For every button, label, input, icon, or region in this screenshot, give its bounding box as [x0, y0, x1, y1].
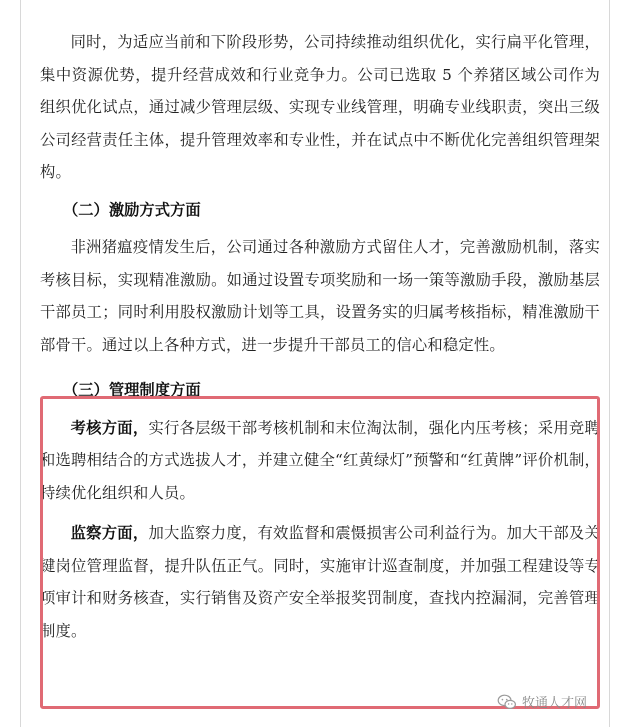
incentive-paragraph: 非洲猪瘟疫情发生后，公司通过各种激励方式留住人才，完善激励机制，落实考核目标，实现精准激励。如通过设置专项奖励和一场一策等激励手段，激励基层干部员工；同时利用股权激励计划等工具，设置务实的归属考核指标，精准激励干部骨干。通过以上各种方式，进一步提升干部员工的信心和稳定性。 — [40, 238, 600, 354]
section-heading-incentive: （二）激励方式方面 — [62, 200, 201, 219]
supervision-lead: 监察方面， — [70, 524, 149, 542]
page-right-edge — [609, 0, 610, 727]
document-body — [40, 26, 600, 647]
intro-paragraph: 同时，为适应当前和下阶段形势，公司持续推动组织优化，实行扁平化管理，集中资源优势，提升经营成效和行业竞争力。公司已选取 5 个养猪区域公司作为组织优化试点，通过减少管理层级、实现专业线管理，明确专业线职责，突出三级公司经营责任主体，提升管理效率和专业性，并在试点中不断优化完善组织管理架构。 — [40, 33, 600, 181]
watermark — [497, 692, 587, 711]
assessment-text: 实行各层级干部考核机制和末位淘汰制，强化内压考核；采用竞聘和选聘相结合的方式选拔人才，并建立健全“红黄绿灯”预警和“红黄牌”评价机制，持续优化组织和人员。 — [40, 418, 600, 502]
assessment-lead: 考核方面， — [70, 418, 149, 437]
supervision-paragraph — [40, 517, 600, 647]
section-heading-management: （三）管理制度方面 — [62, 381, 201, 399]
assessment-paragraph — [40, 412, 600, 510]
watermark-label: 牧通人才网 — [521, 696, 587, 711]
supervision-text: 加大监察力度，有效监督和震慑损害公司利益行为。加大干部及关键岗位管理监督，提升队伍正气。同时，实施审计巡查制度，并加强工程建设等专项审计和财务核查，实行销售及资产安全举报奖罚制度，查找内控漏洞，完善管理制度。 — [40, 524, 600, 640]
page-left-edge — [20, 0, 21, 727]
wechat-icon — [497, 694, 517, 710]
